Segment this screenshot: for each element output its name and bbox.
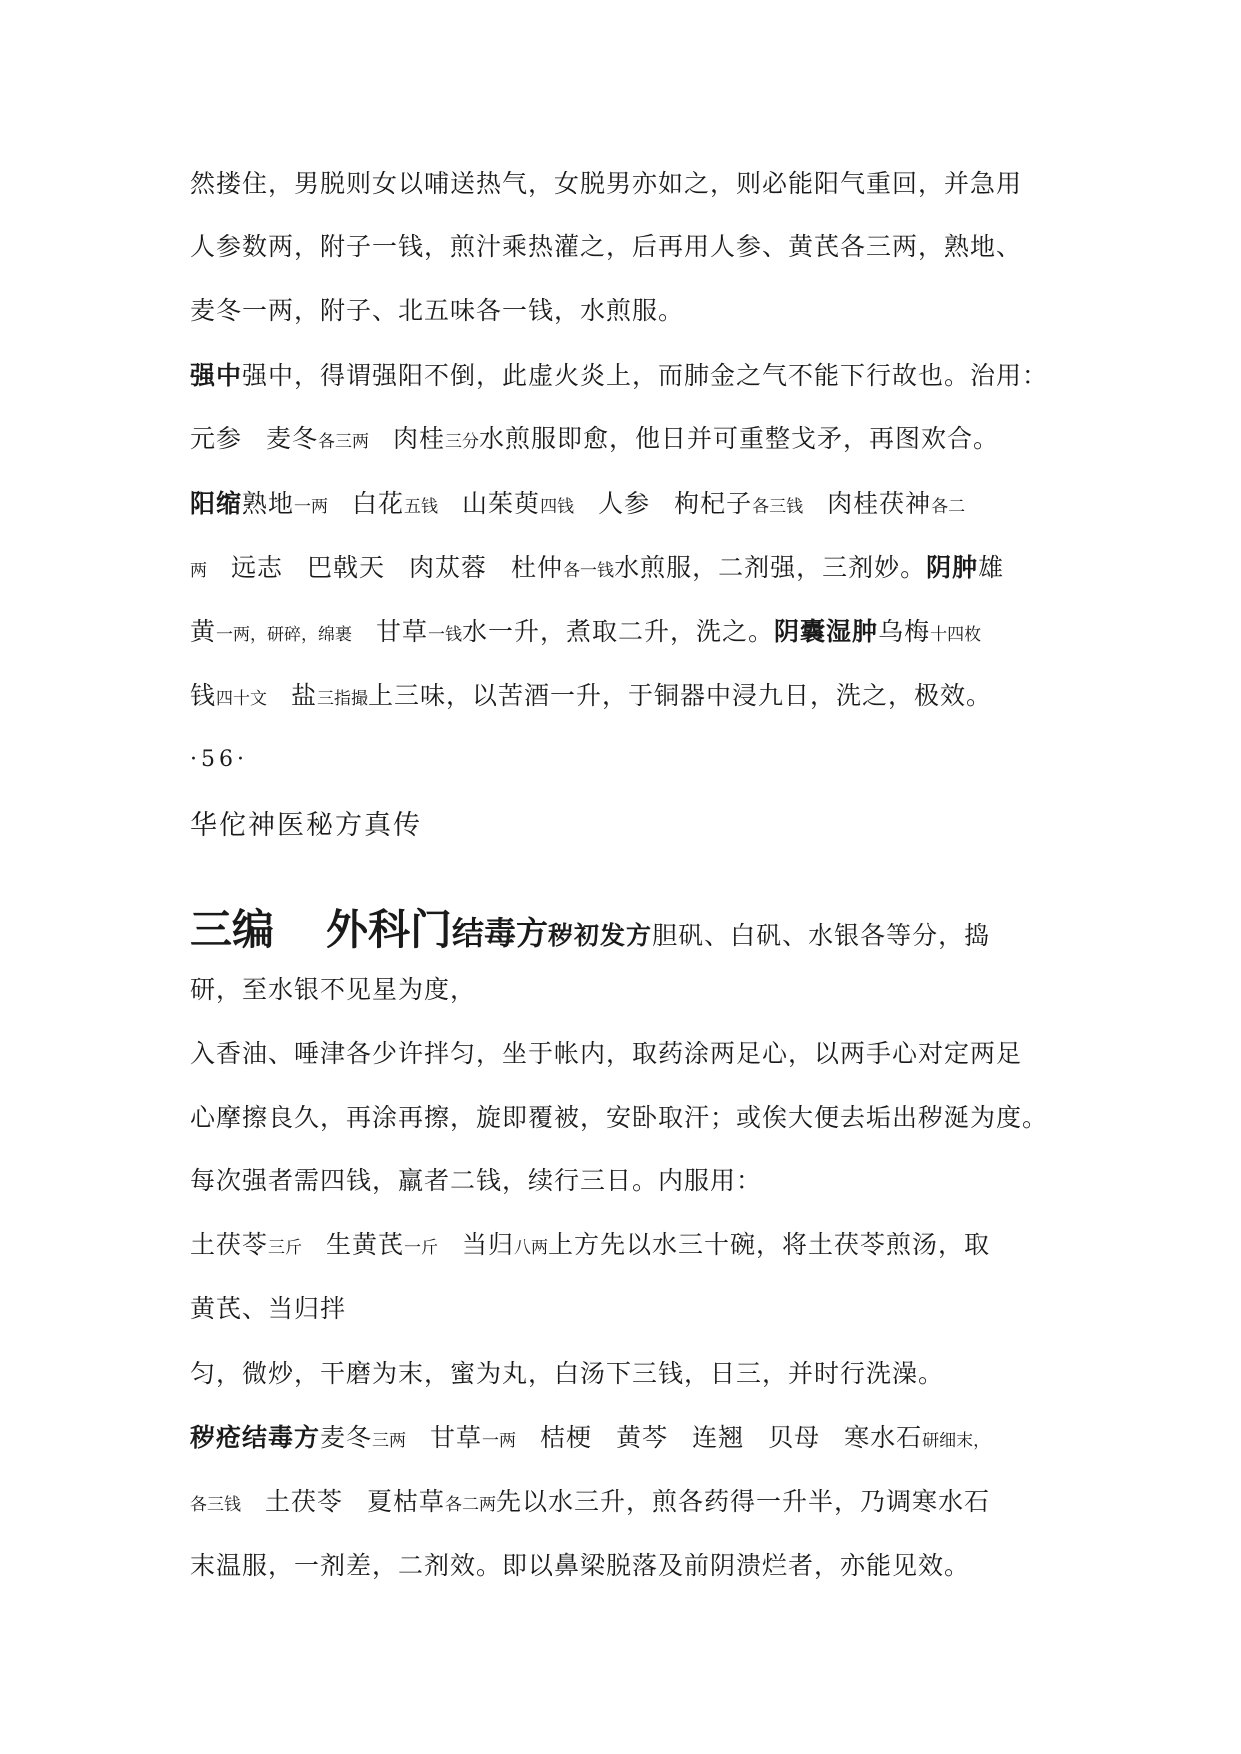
dosage-note: 各三钱 xyxy=(190,1495,241,1515)
ingredient: 土茯苓 xyxy=(265,1487,344,1516)
body-text: 胆矾、白矾、水银各等分，捣 xyxy=(652,921,991,950)
text-line xyxy=(190,488,1070,523)
chapter-title: 外科门 xyxy=(326,905,453,954)
text-line xyxy=(190,552,1070,587)
body-text: 雄 xyxy=(978,553,1005,582)
dosage-note: 五钱 xyxy=(404,497,439,517)
body-text: 然搂住，男脱则女以哺送热气，女脱男亦如之，则必能阳气重回，并急用 xyxy=(190,169,1023,198)
text-line xyxy=(190,1165,1070,1197)
ingredient: 巴戟天 xyxy=(307,553,386,582)
recipe-heading: 秽疮结毒方 xyxy=(190,1423,321,1452)
ingredient: 寒水石 xyxy=(844,1423,923,1452)
recipe-heading: 阴囊湿肿 xyxy=(774,617,879,646)
subsection-title: 结毒方 xyxy=(452,914,549,952)
dosage-note: 各三钱 xyxy=(752,497,804,517)
dosage-note: 两 xyxy=(190,561,207,581)
ingredient: 钱 xyxy=(190,681,217,710)
dosage-note: 一两 xyxy=(294,497,329,517)
text-line xyxy=(190,360,1070,392)
body-text: 人参数两，附子一钱，煎汁乘热灌之，后再用人参、黄芪各三两，熟地、 xyxy=(190,232,1023,261)
text-line xyxy=(190,231,1070,263)
ingredient: 山茱萸 xyxy=(462,489,541,518)
section-title: 三编 xyxy=(190,905,275,954)
dosage-note: 一两，研碎，绵裹 xyxy=(216,625,353,645)
ingredient: 当归 xyxy=(462,1230,515,1259)
text-line xyxy=(190,974,1070,1006)
dosage-note: 四钱 xyxy=(540,497,575,517)
dosage-note: 各一钱 xyxy=(563,561,615,581)
text-line xyxy=(190,616,1070,651)
ingredient: 乌梅 xyxy=(878,617,931,646)
dosage-note: 研细末， xyxy=(922,1431,991,1451)
dosage-note: 各二 xyxy=(931,497,966,517)
dosage-note: 各二两 xyxy=(445,1495,497,1515)
ingredient: 黄芩 xyxy=(616,1423,669,1452)
ingredient: 桔梗 xyxy=(540,1423,593,1452)
text-line xyxy=(190,168,1070,200)
ingredient: 连翘 xyxy=(692,1423,745,1452)
text-line xyxy=(190,295,1070,327)
body-text: 末温服，一剂差，二剂效。即以鼻梁脱落及前阴溃烂者，亦能见效。 xyxy=(190,1551,971,1580)
body-text: 研，至水银不见星为度， xyxy=(190,975,477,1004)
dosage-note: 三分 xyxy=(445,432,480,452)
dosage-note: 一钱 xyxy=(428,625,463,645)
ingredient: 白花 xyxy=(352,489,405,518)
recipe-heading: 阳缩 xyxy=(190,489,243,518)
ingredient: 夏枯草 xyxy=(367,1487,446,1516)
ingredient: 肉桂茯神 xyxy=(827,489,932,518)
body-text: 上三味，以苦酒一升，于铜器中浸九日，洗之，极效。 xyxy=(368,681,993,710)
ingredient: 盐 xyxy=(291,681,318,710)
ingredient: 麦冬 xyxy=(320,1423,373,1452)
dosage-note: 四十文 xyxy=(216,689,268,709)
ingredient: 土茯苓 xyxy=(190,1230,269,1259)
text-line xyxy=(190,1422,1070,1457)
body-text: 上方先以水三十碗，将土茯苓煎汤，取 xyxy=(548,1230,991,1259)
dosage-note: 三指撮 xyxy=(317,689,369,709)
recipe-heading: 阴肿 xyxy=(926,553,979,582)
ingredient: 生黄芪 xyxy=(326,1230,405,1259)
ingredient: 远志 xyxy=(231,553,284,582)
body-text: 入香油、唾津各少许拌匀，坐于帐内，取药涂两足心，以两手心对定两足 xyxy=(190,1039,1023,1068)
text-line xyxy=(190,1486,1070,1521)
ingredient: 肉苁蓉 xyxy=(409,553,488,582)
ingredient: 人参 xyxy=(598,489,651,518)
text-line xyxy=(190,1293,1070,1325)
ingredient: 甘草 xyxy=(430,1423,483,1452)
dosage-note: 十四枚 xyxy=(930,625,982,645)
body-text: 水煎服即愈，他日并可重整戈矛，再图欢合。 xyxy=(479,424,1000,453)
dosage-note: 八两 xyxy=(514,1238,549,1258)
ingredient: 肉桂 xyxy=(393,424,446,453)
dosage-note: 三两 xyxy=(372,1431,407,1451)
body-text: 每次强者需四钱，羸者二钱，续行三日。内服用： xyxy=(190,1166,763,1195)
body-text: 黄芪、当归拌 xyxy=(190,1294,347,1323)
body-text: 心摩擦良久，再涂再擦，旋即覆被，安卧取汗；或俟大便去垢出秽涎为度。 xyxy=(190,1103,1049,1132)
body-text: 水一升，煮取二升，洗之。 xyxy=(462,617,775,646)
running-header: 华佗神医秘方真传 xyxy=(190,810,422,841)
dosage-note: 一两 xyxy=(482,1431,517,1451)
body-text: 匀，微炒，干磨为末，蜜为丸，白汤下三钱，日三，并时行洗澡。 xyxy=(190,1359,945,1388)
text-line xyxy=(190,1038,1070,1070)
ingredient: 黄 xyxy=(190,617,217,646)
body-text: 麦冬一两，附子、北五味各一钱，水煎服。 xyxy=(190,296,685,325)
recipe-heading: 强中 xyxy=(190,361,243,390)
body-text: 水煎服，二剂强，三剂妙。 xyxy=(614,553,927,582)
ingredient: 麦冬 xyxy=(266,424,319,453)
text-line xyxy=(190,680,1070,715)
recipe-heading: 秽初发方 xyxy=(548,921,653,950)
ingredient: 熟地 xyxy=(242,489,295,518)
text-line xyxy=(190,1102,1070,1134)
ingredient: 杜仲 xyxy=(511,553,564,582)
body-text: 先以水三升，煎各药得一升半，乃调寒水石 xyxy=(496,1487,991,1516)
page-number: ·56· xyxy=(190,747,248,772)
text-line xyxy=(190,1358,1070,1390)
dosage-note: 各三两 xyxy=(318,432,370,452)
ingredient: 元参 xyxy=(190,424,243,453)
dosage-note: 一斤 xyxy=(404,1238,439,1258)
ingredient: 贝母 xyxy=(768,1423,821,1452)
text-line xyxy=(190,423,1070,458)
text-line xyxy=(190,1550,1070,1582)
text-line xyxy=(190,1229,1070,1264)
dosage-note: 三斤 xyxy=(268,1238,303,1258)
section-heading-line xyxy=(190,906,1070,960)
ingredient: 甘草 xyxy=(376,617,429,646)
body-text: 强中，得谓强阳不倒，此虚火炎上，而肺金之气不能下行故也。治用： xyxy=(242,361,1049,390)
ingredient: 枸杞子 xyxy=(674,489,753,518)
